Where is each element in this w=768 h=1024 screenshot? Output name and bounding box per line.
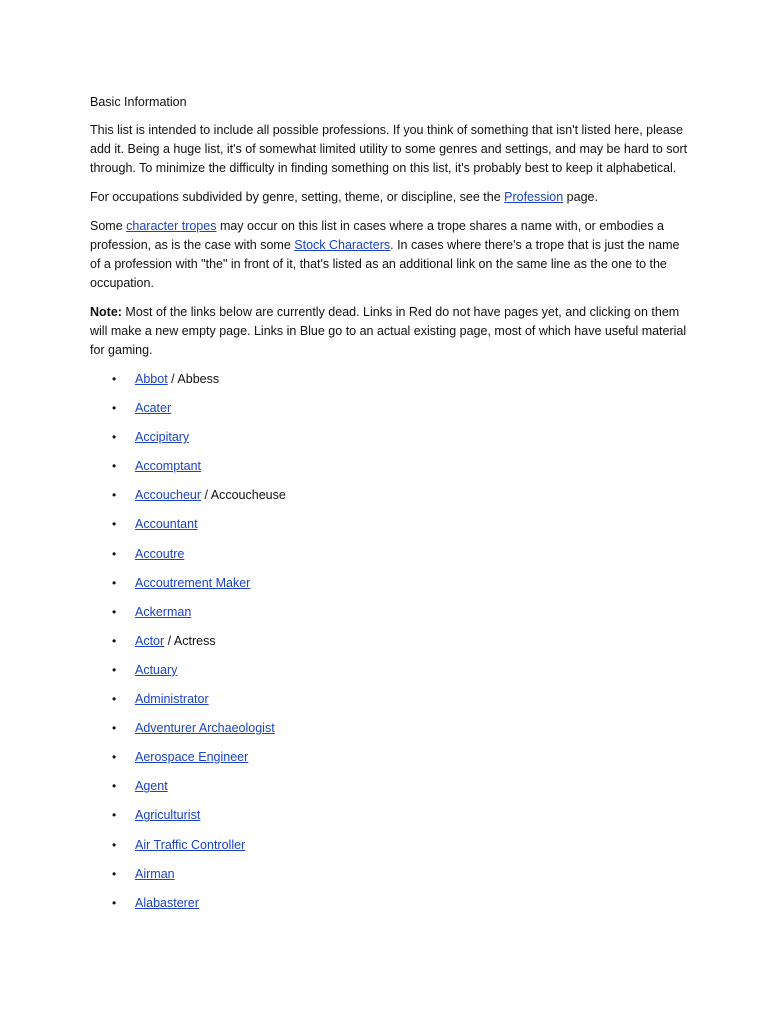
profession-item-link[interactable]: Accoutrement Maker <box>135 575 251 590</box>
bullet-icon: • <box>112 662 117 677</box>
profession-item-link[interactable]: Actuary <box>135 662 178 677</box>
bullet-icon: • <box>112 837 117 852</box>
profession-item-link[interactable]: Acater <box>135 401 172 416</box>
bullet-icon: • <box>112 575 117 590</box>
profession-item-link[interactable]: Accipitary <box>135 430 190 445</box>
profession-item-link[interactable]: Actor <box>135 633 165 648</box>
list-item <box>90 690 688 719</box>
profession-item-extra: / Abbess <box>167 372 220 386</box>
occupations-paragraph <box>90 188 688 207</box>
stock-characters-link[interactable]: Stock Characters <box>294 238 391 252</box>
list-item <box>90 719 688 748</box>
bullet-icon: • <box>112 692 117 707</box>
occupations-text-before: For occupations subdivided by genre, setting, theme, or discipline, see the <box>90 190 505 204</box>
bullet-icon: • <box>112 488 117 503</box>
profession-item-link[interactable]: Ackerman <box>135 604 192 619</box>
list-item <box>90 515 688 544</box>
list-item <box>90 661 688 690</box>
profession-item-link[interactable]: Adventurer Archaeologist <box>135 721 275 736</box>
occupations-text-after: page. <box>563 190 598 204</box>
profession-item-link[interactable]: Administrator <box>135 692 209 707</box>
intro-paragraph: This list is intended to include all possible professions. If you think of something that isn't listed here, please add it. Being a huge list, it's of somewhat limited utility to some genres and settings, and may be hard to sort through. To minimize the difficulty in finding something on this list, it's probably best to keep it alphabetical. <box>90 123 688 175</box>
list-item <box>90 428 688 457</box>
bullet-icon: • <box>112 866 117 881</box>
list-item <box>90 574 688 603</box>
profession-item-extra: / Accoucheuse <box>201 488 286 503</box>
tropes-text-2: may occur on this list in cases where a trope shares a name with, or embodies a profession, as is the case with some <box>90 219 664 252</box>
bullet-icon: • <box>112 750 117 765</box>
list-item <box>90 399 688 428</box>
list-item <box>90 777 688 806</box>
bullet-icon: • <box>112 808 117 823</box>
list-item <box>90 370 688 399</box>
profession-item-link[interactable]: Accountant <box>135 517 198 532</box>
list-item <box>90 865 688 894</box>
bullet-icon: • <box>112 604 117 619</box>
bullet-icon: • <box>112 459 117 474</box>
list-item <box>90 894 688 923</box>
profession-link[interactable]: Profession <box>504 190 564 204</box>
list-item <box>90 457 688 486</box>
profession-item-link[interactable]: Airman <box>135 866 175 881</box>
note-paragraph <box>90 303 688 360</box>
bullet-icon: • <box>112 517 117 532</box>
note-label: Note: <box>90 305 122 319</box>
bullet-icon: • <box>112 721 117 736</box>
profession-item-link[interactable]: Alabasterer <box>135 895 199 910</box>
list-item <box>90 836 688 865</box>
bullet-icon: • <box>112 779 117 794</box>
list-item <box>90 632 688 661</box>
list-item <box>90 545 688 574</box>
profession-item-link[interactable]: Accomptant <box>135 459 202 474</box>
tropes-text-1: Some <box>90 219 127 233</box>
list-item <box>90 806 688 835</box>
profession-list <box>90 370 688 923</box>
list-item <box>90 603 688 632</box>
profession-item-link[interactable]: Agriculturist <box>135 808 201 823</box>
tropes-paragraph <box>90 217 688 293</box>
bullet-icon: • <box>112 401 117 416</box>
bullet-icon: • <box>112 633 117 648</box>
profession-item-link[interactable]: Accoucheur <box>135 488 202 503</box>
profession-item-link[interactable]: Agent <box>135 779 168 794</box>
profession-item-link[interactable]: Air Traffic Controller <box>135 837 246 852</box>
page-heading: Basic Information <box>90 95 187 109</box>
bullet-icon: • <box>112 546 117 561</box>
bullet-icon: • <box>112 372 117 386</box>
bullet-icon: • <box>112 895 117 910</box>
bullet-icon: • <box>112 430 117 445</box>
profession-item-link[interactable]: Aerospace Engineer <box>135 750 249 765</box>
tropes-text-3: . In cases where there's a trope that is just the name of a profession with "the" in front of it, that's listed as an additional link on the same line as the one to the occupation. <box>90 238 680 290</box>
profession-item-link[interactable]: Accoutre <box>135 546 185 561</box>
list-item <box>90 748 688 777</box>
profession-item-extra: / Actress <box>164 633 216 648</box>
profession-item-link[interactable]: Abbot <box>135 372 168 386</box>
list-item <box>90 486 688 515</box>
note-text: Most of the links below are currently dead. Links in Red do not have pages yet, and clicking on them will make a new empty page. Links in Blue go to an actual existing page, most of which have useful material for gaming. <box>90 305 687 357</box>
character-tropes-link[interactable]: character tropes <box>126 219 217 233</box>
